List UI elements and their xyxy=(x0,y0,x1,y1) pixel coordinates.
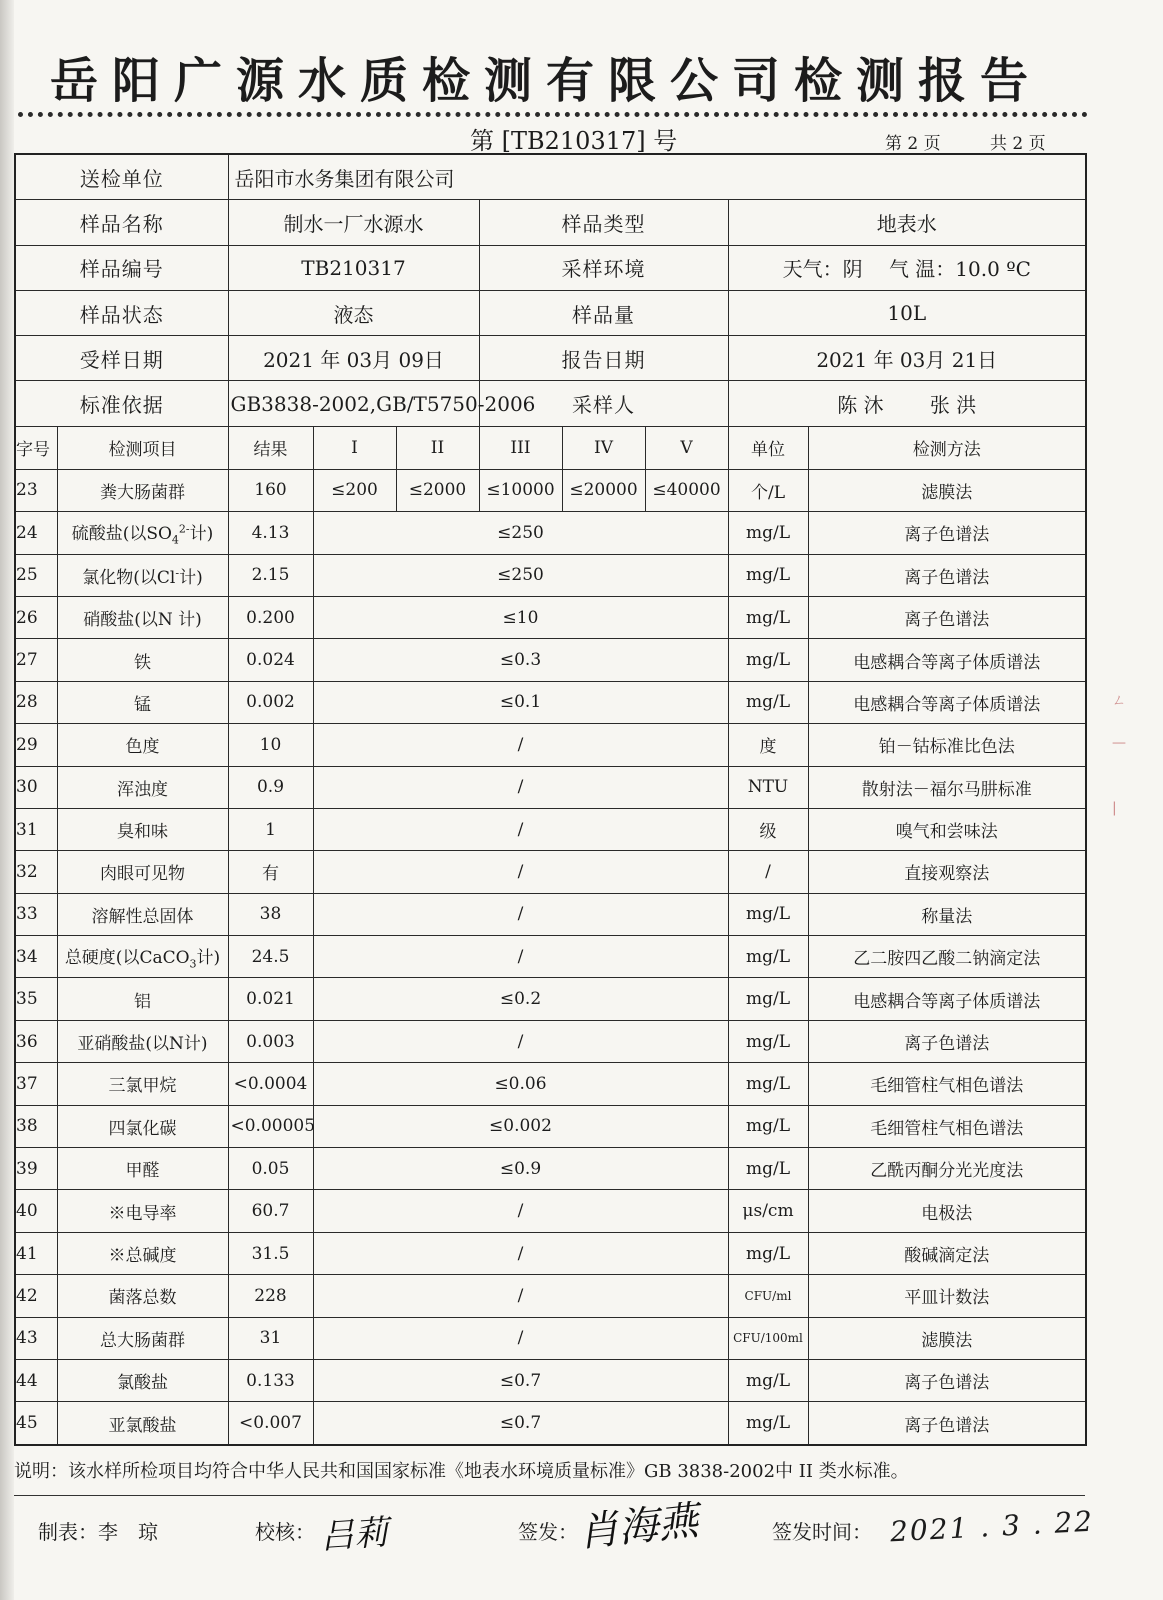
test-method: 离子色谱法 xyxy=(808,1359,1086,1401)
item-superscript: - xyxy=(175,566,180,580)
header-label: 送检单位 xyxy=(15,154,228,200)
item-text: 四氯化碳 xyxy=(108,1118,177,1139)
standard-limit: / xyxy=(313,808,728,850)
row-number: 31 xyxy=(15,808,57,850)
row-number: 33 xyxy=(15,893,57,935)
column-header: III xyxy=(479,426,562,469)
row-number: 32 xyxy=(15,851,57,893)
issuer-signature: 肖海燕 xyxy=(576,1497,701,1557)
item-name xyxy=(57,1232,228,1274)
report-table-body xyxy=(15,154,1086,1445)
row-number: 29 xyxy=(15,724,57,766)
item-name xyxy=(57,596,228,638)
table-row xyxy=(15,469,1086,511)
item-text: 总硬度(以CaCO xyxy=(64,948,190,969)
header-label: 样品量 xyxy=(479,290,728,335)
item-text: 锰 xyxy=(134,694,151,715)
result-value: 4.13 xyxy=(228,512,313,554)
test-method: 离子色谱法 xyxy=(808,596,1086,638)
conformity-note: 说明：该水样所检项目均符合中华人民共和国国家标准《地表水环境质量标准》GB 3838-2002中 II 类水标准。 xyxy=(14,1461,909,1482)
result-value: 38 xyxy=(228,893,313,935)
header-value: TB210317 xyxy=(228,245,479,290)
row-number: 26 xyxy=(15,596,57,638)
row-number: 39 xyxy=(15,1148,57,1190)
header-label: 报告日期 xyxy=(479,336,728,381)
issuer-label: 签发： xyxy=(518,1520,578,1544)
table-row xyxy=(15,1317,1086,1359)
column-header: IV xyxy=(562,426,645,469)
item-name xyxy=(57,851,228,893)
column-header: 结果 xyxy=(228,426,313,469)
unit: CFU/100ml xyxy=(728,1317,808,1359)
item-text-tail: 计) xyxy=(196,948,221,969)
result-value: 31 xyxy=(228,1317,313,1359)
result-value: 0.021 xyxy=(228,978,313,1020)
scan-left-edge xyxy=(0,0,14,1600)
item-name xyxy=(57,512,228,554)
header-label: 样品名称 xyxy=(15,200,228,245)
table-row xyxy=(15,1105,1086,1147)
header-label: 标准依据 xyxy=(15,381,228,426)
report-table xyxy=(14,153,1087,1446)
item-text: 亚氯酸盐 xyxy=(108,1415,177,1436)
unit: mg/L xyxy=(728,1105,808,1147)
item-name xyxy=(57,978,228,1020)
header-row xyxy=(15,381,1086,426)
class-limit: ≤10000 xyxy=(479,469,562,511)
item-text: 铝 xyxy=(134,991,151,1012)
column-header: II xyxy=(396,426,479,469)
result-value: 31.5 xyxy=(228,1232,313,1274)
column-header: 单位 xyxy=(728,426,808,469)
unit: mg/L xyxy=(728,554,808,596)
checker-signature: 吕莉 xyxy=(318,1512,390,1558)
standard-limit: ≤0.7 xyxy=(313,1402,728,1445)
unit: mg/L xyxy=(728,512,808,554)
header-label: 样品状态 xyxy=(15,290,228,335)
result-value: 1 xyxy=(228,808,313,850)
header-value: GB3838-2002,GB/T5750-2006 xyxy=(228,381,479,426)
result-value: 228 xyxy=(228,1275,313,1317)
standard-limit: ≤250 xyxy=(313,512,728,554)
header-label: 采样人 xyxy=(479,381,728,426)
item-name xyxy=(57,554,228,596)
item-text: 氯化物(以Cl xyxy=(82,567,176,588)
table-row xyxy=(15,978,1086,1020)
row-number: 27 xyxy=(15,639,57,681)
test-method: 乙二胺四乙酸二钠滴定法 xyxy=(808,936,1086,978)
item-text: 色度 xyxy=(125,737,160,758)
column-header: 检测方法 xyxy=(808,426,1086,469)
table-row xyxy=(15,936,1086,978)
header-value: 地表水 xyxy=(728,200,1086,245)
header-label: 样品编号 xyxy=(15,245,228,290)
unit: mg/L xyxy=(728,596,808,638)
result-value: <0.007 xyxy=(228,1402,313,1445)
table-row xyxy=(15,596,1086,638)
item-text-tail: 计) xyxy=(179,567,203,588)
standard-limit: / xyxy=(313,893,728,935)
item-text: 总大肠菌群 xyxy=(100,1330,185,1351)
unit: mg/L xyxy=(728,893,808,935)
table-row xyxy=(15,851,1086,893)
header-label: 受样日期 xyxy=(15,336,228,381)
item-text: 菌落总数 xyxy=(108,1288,177,1309)
row-number: 45 xyxy=(15,1402,57,1445)
item-name xyxy=(57,766,228,808)
total-label: 共 2 页 xyxy=(990,134,1046,154)
table-row xyxy=(15,1020,1086,1062)
test-method: 平皿计数法 xyxy=(808,1275,1086,1317)
header-value: 液态 xyxy=(228,290,479,335)
unit: mg/L xyxy=(728,978,808,1020)
dotted-divider xyxy=(18,112,1088,117)
test-method: 散射法－福尔马肼标准 xyxy=(808,766,1086,808)
maker-label: 制表： xyxy=(38,1520,98,1544)
unit: / xyxy=(728,851,808,893)
standard-limit: / xyxy=(313,1275,728,1317)
margin-mark: | xyxy=(1112,800,1117,816)
item-text-tail: 计) xyxy=(189,524,214,545)
table-row xyxy=(15,1063,1086,1105)
result-value: 2.15 xyxy=(228,554,313,596)
item-name xyxy=(57,936,228,978)
table-row xyxy=(15,1275,1086,1317)
item-text: 氯酸盐 xyxy=(117,1373,168,1394)
row-number: 25 xyxy=(15,554,57,596)
test-method: 电极法 xyxy=(808,1190,1086,1232)
standard-limit: / xyxy=(313,766,728,808)
page-info xyxy=(885,129,1050,154)
issue-time-label: 签发时间： xyxy=(772,1520,872,1544)
maker-name: 李 琼 xyxy=(98,1520,158,1544)
item-name xyxy=(57,1275,228,1317)
row-number: 28 xyxy=(15,681,57,723)
row-number: 34 xyxy=(15,936,57,978)
unit: mg/L xyxy=(728,1359,808,1401)
test-method: 嗅气和尝味法 xyxy=(808,808,1086,850)
unit: NTU xyxy=(728,766,808,808)
margin-mark: ㄥ xyxy=(1112,693,1126,709)
footer-separator xyxy=(14,1495,1085,1496)
header-value: 岳阳市水务集团有限公司 xyxy=(228,154,1086,200)
standard-limit: ≤10 xyxy=(313,596,728,638)
unit: mg/L xyxy=(728,1402,808,1445)
result-value: 24.5 xyxy=(228,936,313,978)
unit: mg/L xyxy=(728,1020,808,1062)
result-value: 10 xyxy=(228,724,313,766)
table-row xyxy=(15,1190,1086,1232)
unit: μs/cm xyxy=(728,1190,808,1232)
row-number: 24 xyxy=(15,512,57,554)
result-value: 0.002 xyxy=(228,681,313,723)
row-number: 43 xyxy=(15,1317,57,1359)
row-number: 23 xyxy=(15,469,57,511)
header-row xyxy=(15,154,1086,200)
unit: CFU/ml xyxy=(728,1275,808,1317)
item-text: 肉眼可见物 xyxy=(100,864,185,885)
result-value: <0.00005 xyxy=(228,1105,313,1147)
row-number: 42 xyxy=(15,1275,57,1317)
result-value: 0.024 xyxy=(228,639,313,681)
item-text: 粪大肠菌群 xyxy=(100,482,185,503)
item-name xyxy=(57,469,228,511)
unit: mg/L xyxy=(728,1148,808,1190)
item-name xyxy=(57,724,228,766)
item-text: 三氯甲烷 xyxy=(108,1076,177,1097)
item-subscript: 3 xyxy=(189,957,197,971)
item-name xyxy=(57,681,228,723)
row-number: 41 xyxy=(15,1232,57,1274)
unit: 度 xyxy=(728,724,808,766)
item-name xyxy=(57,1020,228,1062)
standard-limit: / xyxy=(313,851,728,893)
header-value: 制水一厂水源水 xyxy=(228,200,479,245)
item-text: 硫酸盐(以SO xyxy=(71,524,172,545)
table-row xyxy=(15,639,1086,681)
table-row xyxy=(15,766,1086,808)
standard-limit: / xyxy=(313,1020,728,1062)
item-name xyxy=(57,1359,228,1401)
class-limit: ≤2000 xyxy=(396,469,479,511)
unit: mg/L xyxy=(728,639,808,681)
item-name xyxy=(57,639,228,681)
unit: mg/L xyxy=(728,936,808,978)
table-row xyxy=(15,681,1086,723)
table-row xyxy=(15,554,1086,596)
test-method: 称量法 xyxy=(808,893,1086,935)
table-row xyxy=(15,724,1086,766)
test-method: 电感耦合等离子体质谱法 xyxy=(808,978,1086,1020)
item-name xyxy=(57,1148,228,1190)
test-method: 酸碱滴定法 xyxy=(808,1232,1086,1274)
maker-field xyxy=(38,1516,158,1545)
test-method: 铂－钴标准比色法 xyxy=(808,724,1086,766)
standard-limit: / xyxy=(313,1317,728,1359)
standard-limit: ≤0.7 xyxy=(313,1359,728,1401)
report-number: 第 [TB210317] 号 xyxy=(470,127,678,155)
item-name xyxy=(57,1317,228,1359)
item-name xyxy=(57,1190,228,1232)
result-value: 0.200 xyxy=(228,596,313,638)
header-label: 采样环境 xyxy=(479,245,728,290)
table-row xyxy=(15,893,1086,935)
margin-mark: — xyxy=(1112,735,1126,751)
header-label: 样品类型 xyxy=(479,200,728,245)
standard-limit: ≤0.002 xyxy=(313,1105,728,1147)
test-method: 电感耦合等离子体质谱法 xyxy=(808,639,1086,681)
item-name xyxy=(57,808,228,850)
header-value: 天气：阴 气 温：10.0 ºC xyxy=(728,245,1086,290)
row-number: 44 xyxy=(15,1359,57,1401)
item-text: ※电导率 xyxy=(108,1203,177,1224)
row-number: 37 xyxy=(15,1063,57,1105)
standard-limit: / xyxy=(313,936,728,978)
result-value: 0.9 xyxy=(228,766,313,808)
unit: 级 xyxy=(728,808,808,850)
header-value: 2021 年 03月 09日 xyxy=(228,336,479,381)
standard-limit: ≤250 xyxy=(313,554,728,596)
result-value: 0.003 xyxy=(228,1020,313,1062)
item-name xyxy=(57,1063,228,1105)
item-text: 浑浊度 xyxy=(117,779,168,800)
standard-limit: ≤0.9 xyxy=(313,1148,728,1190)
standard-limit: / xyxy=(313,1232,728,1274)
checker-label: 校核： xyxy=(255,1520,315,1544)
item-name xyxy=(57,1105,228,1147)
test-method: 离子色谱法 xyxy=(808,554,1086,596)
column-header: V xyxy=(645,426,728,469)
result-value: <0.0004 xyxy=(228,1063,313,1105)
class-limit: ≤20000 xyxy=(562,469,645,511)
standard-limit: ≤0.3 xyxy=(313,639,728,681)
row-number: 30 xyxy=(15,766,57,808)
column-header: I xyxy=(313,426,396,469)
header-row xyxy=(15,336,1086,381)
result-value: 160 xyxy=(228,469,313,511)
column-header: 字号 xyxy=(15,426,57,469)
item-name xyxy=(57,1402,228,1445)
header-row xyxy=(15,290,1086,335)
standard-limit: / xyxy=(313,724,728,766)
report-title: 岳阳广源水质检测有限公司检测报告 xyxy=(50,53,1043,109)
item-text: 铁 xyxy=(134,652,151,673)
test-method: 滤膜法 xyxy=(808,1317,1086,1359)
row-number: 38 xyxy=(15,1105,57,1147)
class-limit: ≤40000 xyxy=(645,469,728,511)
issue-time-value: 2021 . 3 . 22 xyxy=(889,1504,1095,1549)
standard-limit: ≤0.06 xyxy=(313,1063,728,1105)
header-row xyxy=(15,245,1086,290)
standard-limit: / xyxy=(313,1190,728,1232)
item-name xyxy=(57,893,228,935)
header-value: 10L xyxy=(728,290,1086,335)
column-header-row xyxy=(15,426,1086,469)
test-method: 滤膜法 xyxy=(808,469,1086,511)
table-row xyxy=(15,1359,1086,1401)
item-text: 溶解性总固体 xyxy=(91,906,194,927)
test-method: 直接观察法 xyxy=(808,851,1086,893)
standard-limit: ≤0.1 xyxy=(313,681,728,723)
row-number: 40 xyxy=(15,1190,57,1232)
table-row xyxy=(15,808,1086,850)
table-row xyxy=(15,1402,1086,1445)
item-text: 硝酸盐(以N 计) xyxy=(83,610,202,631)
unit: mg/L xyxy=(728,1063,808,1105)
unit: mg/L xyxy=(728,1232,808,1274)
table-row xyxy=(15,1148,1086,1190)
result-value: 有 xyxy=(228,851,313,893)
test-method: 毛细管柱气相色谱法 xyxy=(808,1063,1086,1105)
result-value: 0.05 xyxy=(228,1148,313,1190)
row-number: 36 xyxy=(15,1020,57,1062)
test-method: 离子色谱法 xyxy=(808,512,1086,554)
item-text: ※总碱度 xyxy=(108,1246,177,1266)
standard-limit: ≤0.2 xyxy=(313,978,728,1020)
table-row xyxy=(15,1232,1086,1274)
row-number: 35 xyxy=(15,978,57,1020)
unit: 个/L xyxy=(728,469,808,511)
item-text: 亚硝酸盐(以N计) xyxy=(77,1034,208,1055)
item-text: 甲醛 xyxy=(125,1161,160,1182)
test-method: 乙酰丙酮分光光度法 xyxy=(808,1148,1086,1190)
class-limit: ≤200 xyxy=(313,469,396,511)
header-row xyxy=(15,200,1086,245)
header-value: 陈 沐 张 洪 xyxy=(728,381,1086,426)
table-row xyxy=(15,512,1086,554)
test-method: 毛细管柱气相色谱法 xyxy=(808,1105,1086,1147)
item-superscript: 2- xyxy=(178,522,190,536)
item-text: 臭和味 xyxy=(117,822,168,843)
test-method: 电感耦合等离子体质谱法 xyxy=(808,681,1086,723)
test-method: 离子色谱法 xyxy=(808,1020,1086,1062)
result-value: 0.133 xyxy=(228,1359,313,1401)
item-subscript: 4 xyxy=(171,533,179,547)
page-label: 第 2 页 xyxy=(885,134,941,154)
test-method: 离子色谱法 xyxy=(808,1402,1086,1445)
result-value: 60.7 xyxy=(228,1190,313,1232)
header-value: 2021 年 03月 21日 xyxy=(728,336,1086,381)
unit: mg/L xyxy=(728,681,808,723)
column-header: 检测项目 xyxy=(57,426,228,469)
